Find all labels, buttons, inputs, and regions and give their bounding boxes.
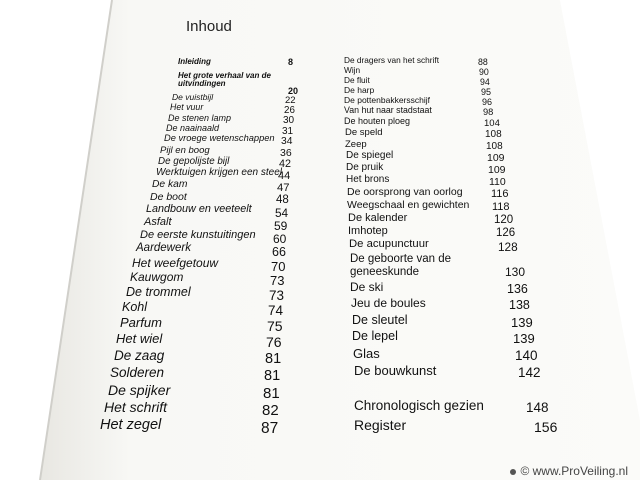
toc-right-entry <box>347 199 469 211</box>
toc-left-entry-title: De trommel <box>126 285 191 299</box>
toc-left-entry-title: Aardewerk <box>136 242 191 254</box>
toc-right-entry <box>344 75 370 85</box>
toc-left-entry <box>136 242 191 254</box>
watermark-icon <box>510 469 516 475</box>
toc-left-entry-title: De kam <box>152 179 188 190</box>
toc-right-entry-page: 108 <box>485 129 502 140</box>
toc-right-entry-title: De oorsprong van oorlog <box>347 186 463 198</box>
toc-right-entry <box>352 313 408 327</box>
toc-left-entry-page: 66 <box>272 245 286 259</box>
toc-right-entry-page: 118 <box>492 201 510 213</box>
toc-right-entry-page: 98 <box>483 107 494 117</box>
toc-right-entry-page: 128 <box>498 240 518 254</box>
toc-appendix-entry-title: Chronologisch gezien <box>354 398 484 413</box>
toc-left-entry-page: 54 <box>275 206 289 220</box>
toc-left-entry-title: Inleiding <box>178 57 211 66</box>
toc-right-entry <box>347 186 463 198</box>
toc-left-entry-page: 74 <box>268 303 284 318</box>
toc-right-entry-page: 138 <box>509 298 530 312</box>
toc-left-entry-title: De naainaald <box>166 123 220 133</box>
toc-left-entry-page: 26 <box>284 105 295 116</box>
toc-heading: Inhoud <box>186 18 232 35</box>
toc-right-entry-title: Imhotep <box>348 225 388 237</box>
toc-right-entry-page: 90 <box>479 67 489 77</box>
toc-right-entry <box>346 150 393 161</box>
toc-right-entry-title: De speld <box>345 127 383 138</box>
toc-left-entry-page: 81 <box>264 368 281 384</box>
toc-right-entry <box>344 116 410 126</box>
toc-left-entry-title: De boot <box>150 191 187 203</box>
toc-left-entry-page: 70 <box>271 259 286 274</box>
toc-left-entry-title: Werktuigen krijgen een steel <box>156 167 282 178</box>
toc-right-entry <box>344 55 439 65</box>
toc-right-entry-title: Van hut naar stadstaat <box>344 105 432 115</box>
toc-left-entry <box>140 229 256 241</box>
toc-appendix-entry-page: 156 <box>534 419 558 435</box>
toc-left-entry-title: Het vuur <box>170 102 204 112</box>
toc-left-entry-page: 59 <box>274 219 288 233</box>
toc-left-entry-title: Het grote verhaal van de uitvindingen <box>178 71 271 89</box>
toc-left-entry <box>166 123 219 133</box>
watermark-text: © www.ProVeiling.nl <box>520 464 628 478</box>
toc-left-entry-title: Kauwgom <box>130 270 184 284</box>
toc-right-entry-title: De acupunctuur <box>349 238 429 250</box>
toc-left-entry <box>144 216 172 228</box>
toc-appendix-entry <box>354 398 484 413</box>
toc-left-entry-title: Pijl en boog <box>160 145 210 156</box>
toc-right-entry-page: 126 <box>496 227 516 239</box>
toc-right-entry-title: De bouwkunst <box>354 363 437 378</box>
toc-left-entry <box>120 315 162 330</box>
toc-right-entry <box>348 212 407 224</box>
toc-left-entry-page: 82 <box>262 402 279 419</box>
toc-left-entry <box>178 72 288 89</box>
toc-right-entry-title: De ski <box>350 280 384 294</box>
toc-right-entry-title: Jeu de boules <box>351 296 426 310</box>
toc-right-entry <box>346 174 389 185</box>
toc-right-entry-page: 130 <box>505 265 526 279</box>
toc-left-entry <box>104 399 167 415</box>
toc-left-entry <box>168 113 231 123</box>
toc-left-entry-title: Parfum <box>120 315 162 330</box>
toc-right-entry <box>345 127 383 138</box>
toc-left-entry-page: 48 <box>276 194 289 206</box>
toc-left-entry <box>130 270 183 284</box>
toc-right-entry <box>350 280 383 294</box>
toc-right-entry-page: 136 <box>507 282 528 296</box>
toc-right-entry-page: 140 <box>515 348 538 363</box>
toc-left-entry <box>126 285 191 299</box>
toc-left-entry-page: 87 <box>261 420 279 437</box>
toc-left-entry-title: Landbouw en veeteelt <box>146 203 252 215</box>
toc-right-entry <box>351 296 426 310</box>
toc-left-entry-page: 81 <box>265 351 282 367</box>
toc-left-entry <box>172 92 213 102</box>
toc-left-entry-title: De vroege wetenschappen <box>164 133 275 143</box>
toc-left-entry <box>146 203 252 215</box>
toc-left-entry-page: 31 <box>282 126 294 137</box>
toc-appendix-entry-page: 148 <box>526 400 549 415</box>
toc-right-entry-page: 96 <box>482 97 493 107</box>
toc-right-entry-page: 120 <box>494 214 514 226</box>
toc-left-entry-page: 20 <box>288 86 299 96</box>
toc-right-entry <box>344 105 432 115</box>
toc-right-entry-title: Weegschaal en gewichten <box>347 199 470 211</box>
toc-right-entry-title: De pottenbakkersschijf <box>344 95 430 105</box>
toc-left-entry <box>108 382 170 398</box>
toc-left-entry-page: 30 <box>283 115 295 126</box>
toc-left-entry <box>170 102 203 112</box>
toc-right-entry-title: De fluit <box>344 75 370 85</box>
toc-right-entry-title: De houten ploeg <box>344 116 411 126</box>
toc-right-entry-page: 109 <box>488 164 506 176</box>
toc-right-entry-page: 139 <box>511 315 533 330</box>
toc-left-entry-title: Kohl <box>122 300 148 314</box>
toc-left-entry-title: Het wiel <box>116 331 163 346</box>
toc-right-entry <box>344 85 374 95</box>
toc-right-entry <box>354 363 436 378</box>
toc-left-entry-title: De vuistbijl <box>172 92 214 102</box>
toc-right-entry-page: 110 <box>489 176 506 188</box>
toc-right-entry-page: 139 <box>513 331 535 346</box>
toc-right-entry-title: De dragers van het schrift <box>344 55 439 65</box>
toc-left-entry-title: De eerste kunstuitingen <box>140 229 256 241</box>
toc-right-entry-title: De geboorte van de geneeskunde <box>350 253 452 278</box>
toc-left-entry-page: 76 <box>266 334 282 350</box>
toc-right-entry-title: De harp <box>344 85 375 95</box>
toc-right-entry <box>345 139 367 150</box>
toc-left-entry-page: 42 <box>279 158 292 170</box>
toc-right-entry-title: De sleutel <box>352 313 408 327</box>
toc-appendix-entry-title: Register <box>354 417 407 433</box>
toc-left-entry <box>114 348 164 363</box>
toc-right-entry-title: De pruik <box>346 162 384 173</box>
toc-right-entry-title: De spiegel <box>346 150 394 161</box>
toc-right-entry <box>344 65 360 75</box>
toc-left-entry-title: Asfalt <box>144 216 172 228</box>
toc-right-entry-title: De lepel <box>352 329 398 343</box>
toc-left-entry <box>158 156 229 167</box>
toc-left-entry-title: De spijker <box>108 382 171 398</box>
toc-right-entry-page: 95 <box>481 87 492 97</box>
toc-right-entry <box>350 253 462 278</box>
toc-left-entry <box>110 365 164 380</box>
toc-left-entry-page: 34 <box>281 136 293 147</box>
toc-right-entry-page: 94 <box>480 77 490 87</box>
toc-left-entry-page: 22 <box>285 95 296 106</box>
toc-right-entry-title: Wijn <box>344 65 361 75</box>
toc-right-entry <box>348 225 388 237</box>
toc-left-entry-page: 8 <box>288 57 294 67</box>
toc-left-entry-page: 47 <box>277 182 290 194</box>
toc-left-entry-page: 73 <box>269 288 285 303</box>
toc-right-entry-title: Zeep <box>345 139 367 150</box>
toc-left-entry-title: De gepolijste bijl <box>158 156 230 167</box>
toc-left-entry-title: De zaag <box>114 348 165 363</box>
toc-left-entry-page: 75 <box>267 318 283 334</box>
toc-right-entry <box>352 329 398 343</box>
toc-left-entry <box>164 133 275 143</box>
toc-appendix-entry <box>354 417 406 433</box>
toc-left-entry <box>100 417 161 433</box>
toc-right-entry-page: 109 <box>487 152 505 164</box>
toc-left-entry-page: 81 <box>263 385 280 402</box>
toc-right-entry <box>349 238 429 250</box>
toc-right-entry-page: 116 <box>491 188 509 200</box>
toc-left-entry-title: De stenen lamp <box>168 113 232 123</box>
toc-left-entry <box>156 167 282 178</box>
toc-left-entry <box>160 145 210 156</box>
toc-right-entry <box>346 162 383 173</box>
toc-right-entry <box>344 95 430 105</box>
toc-left-entry-title: Het schrift <box>104 399 168 415</box>
toc-left-entry <box>122 300 147 314</box>
toc-left-entry-title: Het zegel <box>100 417 162 433</box>
toc-left-entry-page: 60 <box>273 232 287 246</box>
toc-left-entry-page: 44 <box>278 170 291 182</box>
toc-right-entry-title: Glas <box>353 346 380 361</box>
toc-right-entry-page: 142 <box>518 365 541 380</box>
toc-left-entry-title: Het weefgetouw <box>132 256 219 270</box>
watermark <box>510 464 628 478</box>
toc-right-entry-title: De kalender <box>348 212 408 224</box>
toc-right-entry <box>353 346 380 361</box>
toc-right-entry-page: 104 <box>484 118 500 129</box>
toc-left-entry <box>150 191 187 203</box>
toc-left-entry-page: 36 <box>280 147 292 159</box>
toc-left-entry <box>116 331 162 346</box>
toc-right-entry-title: Het brons <box>346 174 390 185</box>
toc-left-entry <box>132 256 218 270</box>
toc-right-entry-page: 88 <box>478 57 488 67</box>
toc-left-entry-page: 73 <box>270 273 285 288</box>
toc-left-entry-title: Solderen <box>110 365 165 380</box>
toc-right-entry-page: 108 <box>486 141 503 152</box>
toc-left-entry <box>152 179 187 190</box>
toc-left-entry <box>178 57 211 66</box>
